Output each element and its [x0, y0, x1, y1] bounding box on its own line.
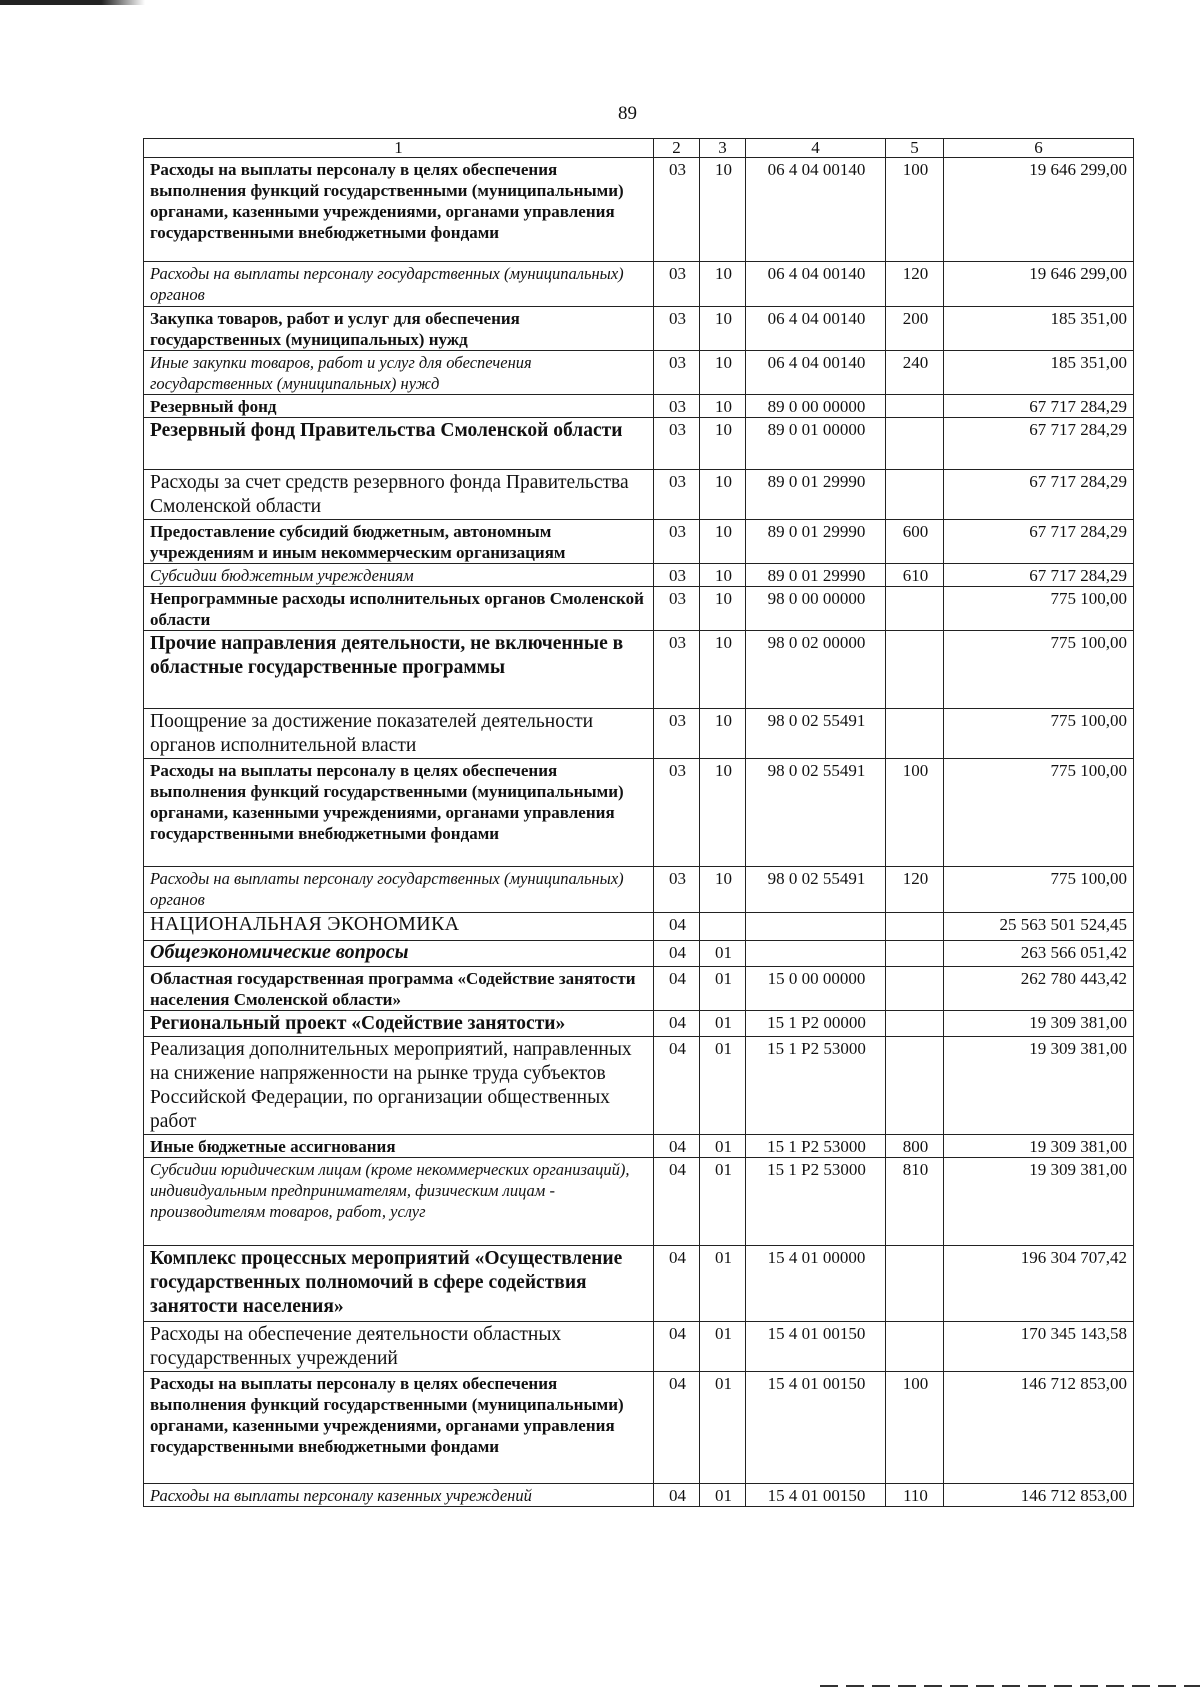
- row-section-cell: 03: [654, 587, 700, 631]
- row-amount-cell: 67 717 284,29: [944, 564, 1134, 587]
- table-row: [144, 867, 1134, 913]
- row-name-cell: Расходы на обеспечение деятельности областных государственных учреждений: [144, 1322, 654, 1372]
- row-subsection-cell: 10: [700, 631, 746, 709]
- row-subsection-cell: 10: [700, 867, 746, 913]
- row-expense-type-cell: 810: [886, 1158, 944, 1246]
- row-expense-type-cell: [886, 418, 944, 470]
- row-section-cell: 04: [654, 1246, 700, 1322]
- row-name-cell: Субсидии юридическим лицам (кроме некоммерческих организаций), индивидуальным предпринимателям, физическим лицам - производителям товаров, работ, услуг: [144, 1158, 654, 1246]
- table-row: [144, 967, 1134, 1011]
- row-subsection-cell: 10: [700, 564, 746, 587]
- row-target-code-cell: 15 1 P2 53000: [746, 1135, 886, 1158]
- table-row: [144, 1246, 1134, 1322]
- row-section-cell: 03: [654, 351, 700, 395]
- row-section-cell: 04: [654, 1011, 700, 1037]
- row-section-cell: 04: [654, 1037, 700, 1135]
- row-target-code-cell: 98 0 02 00000: [746, 631, 886, 709]
- row-section-cell: 04: [654, 1135, 700, 1158]
- row-subsection-cell: 01: [700, 941, 746, 967]
- row-subsection-cell: 10: [700, 520, 746, 564]
- row-expense-type-cell: 600: [886, 520, 944, 564]
- row-amount-cell: 25 563 501 524,45: [944, 913, 1134, 941]
- table-row: [144, 564, 1134, 587]
- row-name-cell: Поощрение за достижение показателей деятельности органов исполнительной власти: [144, 709, 654, 759]
- table-row: [144, 709, 1134, 759]
- row-name-cell: Расходы на выплаты персоналу государственных (муниципальных) органов: [144, 262, 654, 307]
- row-subsection-cell: 10: [700, 158, 746, 262]
- header-row: [144, 139, 1134, 158]
- row-expense-type-cell: [886, 631, 944, 709]
- table-row: [144, 262, 1134, 307]
- row-section-cell: 03: [654, 262, 700, 307]
- row-section-cell: 04: [654, 941, 700, 967]
- row-expense-type-cell: 610: [886, 564, 944, 587]
- row-target-code-cell: 15 4 01 00150: [746, 1484, 886, 1507]
- row-target-code-cell: 06 4 04 00140: [746, 307, 886, 351]
- row-target-code-cell: 98 0 02 55491: [746, 867, 886, 913]
- row-amount-cell: 146 712 853,00: [944, 1484, 1134, 1507]
- header-col-6: 6: [944, 139, 1134, 158]
- row-amount-cell: 775 100,00: [944, 867, 1134, 913]
- row-name-cell: Общеэкономические вопросы: [144, 941, 654, 967]
- table-row: [144, 1322, 1134, 1372]
- row-expense-type-cell: [886, 1322, 944, 1372]
- table-row: [144, 520, 1134, 564]
- row-subsection-cell: 10: [700, 759, 746, 867]
- row-amount-cell: 185 351,00: [944, 351, 1134, 395]
- row-name-cell: Закупка товаров, работ и услуг для обеспечения государственных (муниципальных) нужд: [144, 307, 654, 351]
- row-expense-type-cell: 200: [886, 307, 944, 351]
- row-expense-type-cell: [886, 913, 944, 941]
- row-name-cell: Региональный проект «Содействие занятости»: [144, 1011, 654, 1037]
- row-amount-cell: 262 780 443,42: [944, 967, 1134, 1011]
- row-expense-type-cell: [886, 395, 944, 418]
- table-row: [144, 470, 1134, 520]
- row-subsection-cell: 10: [700, 395, 746, 418]
- row-section-cell: 03: [654, 520, 700, 564]
- table-row: [144, 1011, 1134, 1037]
- table-row: [144, 759, 1134, 867]
- row-name-cell: Субсидии бюджетным учреждениям: [144, 564, 654, 587]
- header-col-2: 2: [654, 139, 700, 158]
- row-section-cell: 03: [654, 307, 700, 351]
- row-target-code-cell: 15 4 01 00000: [746, 1246, 886, 1322]
- row-amount-cell: 185 351,00: [944, 307, 1134, 351]
- row-section-cell: 03: [654, 867, 700, 913]
- row-amount-cell: 67 717 284,29: [944, 418, 1134, 470]
- row-expense-type-cell: [886, 709, 944, 759]
- row-amount-cell: 67 717 284,29: [944, 470, 1134, 520]
- row-name-cell: Расходы на выплаты персоналу в целях обеспечения выполнения функций государственными (муниципальными) органами, казенными учреждениями, органами управления государственными внебюджетными фондами: [144, 158, 654, 262]
- row-section-cell: 04: [654, 1372, 700, 1484]
- row-expense-type-cell: [886, 587, 944, 631]
- row-expense-type-cell: [886, 941, 944, 967]
- row-expense-type-cell: [886, 1011, 944, 1037]
- row-name-cell: Расходы на выплаты персоналу государственных (муниципальных) органов: [144, 867, 654, 913]
- table-row: [144, 587, 1134, 631]
- table-row: [144, 1135, 1134, 1158]
- table-body: [144, 158, 1134, 1507]
- header-col-4: 4: [746, 139, 886, 158]
- table-row: [144, 158, 1134, 262]
- row-subsection-cell: 01: [700, 1037, 746, 1135]
- row-target-code-cell: 98 0 00 00000: [746, 587, 886, 631]
- row-expense-type-cell: 100: [886, 158, 944, 262]
- row-section-cell: 03: [654, 631, 700, 709]
- scan-bottom-mark: [820, 1685, 1200, 1687]
- row-target-code-cell: 06 4 04 00140: [746, 262, 886, 307]
- row-amount-cell: 146 712 853,00: [944, 1372, 1134, 1484]
- page-number: 89: [618, 103, 637, 124]
- row-amount-cell: 775 100,00: [944, 631, 1134, 709]
- row-amount-cell: 67 717 284,29: [944, 520, 1134, 564]
- row-target-code-cell: 98 0 02 55491: [746, 709, 886, 759]
- row-expense-type-cell: 120: [886, 867, 944, 913]
- row-target-code-cell: 15 1 P2 53000: [746, 1037, 886, 1135]
- row-name-cell: Областная государственная программа «Содействие занятости населения Смоленской области»: [144, 967, 654, 1011]
- row-section-cell: 03: [654, 470, 700, 520]
- row-subsection-cell: 01: [700, 1135, 746, 1158]
- row-name-cell: Расходы на выплаты персоналу в целях обеспечения выполнения функций государственными (муниципальными) органами, казенными учреждениями, органами управления государственными внебюджетными фондами: [144, 759, 654, 867]
- row-amount-cell: 19 646 299,00: [944, 262, 1134, 307]
- row-subsection-cell: 01: [700, 1158, 746, 1246]
- row-section-cell: 03: [654, 759, 700, 867]
- row-target-code-cell: 06 4 04 00140: [746, 351, 886, 395]
- row-expense-type-cell: 120: [886, 262, 944, 307]
- header-col-1: 1: [144, 139, 654, 158]
- row-amount-cell: 775 100,00: [944, 759, 1134, 867]
- row-section-cell: 04: [654, 967, 700, 1011]
- row-target-code-cell: 15 1 P2 00000: [746, 1011, 886, 1037]
- table-row: [144, 941, 1134, 967]
- row-expense-type-cell: 110: [886, 1484, 944, 1507]
- row-subsection-cell: 10: [700, 709, 746, 759]
- table-row: [144, 1158, 1134, 1246]
- row-subsection-cell: 01: [700, 1372, 746, 1484]
- row-expense-type-cell: 800: [886, 1135, 944, 1158]
- row-expense-type-cell: [886, 470, 944, 520]
- row-name-cell: Иные бюджетные ассигнования: [144, 1135, 654, 1158]
- row-target-code-cell: 15 4 01 00150: [746, 1322, 886, 1372]
- table-row: [144, 307, 1134, 351]
- header-col-3: 3: [700, 139, 746, 158]
- row-amount-cell: 170 345 143,58: [944, 1322, 1134, 1372]
- row-target-code-cell: 15 0 00 00000: [746, 967, 886, 1011]
- row-name-cell: Иные закупки товаров, работ и услуг для обеспечения государственных (муниципальных) нужд: [144, 351, 654, 395]
- row-name-cell: Расходы на выплаты персоналу казенных учреждений: [144, 1484, 654, 1507]
- row-amount-cell: 775 100,00: [944, 709, 1134, 759]
- row-name-cell: Непрограммные расходы исполнительных органов Смоленской области: [144, 587, 654, 631]
- table-row: [144, 1037, 1134, 1135]
- row-subsection-cell: 10: [700, 262, 746, 307]
- row-target-code-cell: [746, 913, 886, 941]
- row-section-cell: 04: [654, 1158, 700, 1246]
- row-name-cell: Прочие направления деятельности, не включенные в областные государственные программы: [144, 631, 654, 709]
- row-subsection-cell: 10: [700, 307, 746, 351]
- row-target-code-cell: 98 0 02 55491: [746, 759, 886, 867]
- row-target-code-cell: 89 0 01 29990: [746, 520, 886, 564]
- table-row: [144, 351, 1134, 395]
- row-section-cell: 03: [654, 564, 700, 587]
- row-target-code-cell: 15 4 01 00150: [746, 1372, 886, 1484]
- row-amount-cell: 19 309 381,00: [944, 1011, 1134, 1037]
- row-name-cell: Резервный фонд Правительства Смоленской области: [144, 418, 654, 470]
- scan-edge-mark: [0, 0, 145, 5]
- row-target-code-cell: 89 0 01 00000: [746, 418, 886, 470]
- row-target-code-cell: 89 0 00 00000: [746, 395, 886, 418]
- row-subsection-cell: 10: [700, 351, 746, 395]
- row-expense-type-cell: [886, 1246, 944, 1322]
- row-target-code-cell: 06 4 04 00140: [746, 158, 886, 262]
- row-amount-cell: 19 309 381,00: [944, 1158, 1134, 1246]
- row-subsection-cell: 01: [700, 1011, 746, 1037]
- row-expense-type-cell: [886, 967, 944, 1011]
- row-target-code-cell: 15 1 P2 53000: [746, 1158, 886, 1246]
- row-subsection-cell: 10: [700, 418, 746, 470]
- row-section-cell: 04: [654, 1484, 700, 1507]
- row-amount-cell: 19 646 299,00: [944, 158, 1134, 262]
- row-section-cell: 03: [654, 709, 700, 759]
- table-row: [144, 913, 1134, 941]
- row-name-cell: НАЦИОНАЛЬНАЯ ЭКОНОМИКА: [144, 913, 654, 941]
- row-amount-cell: 196 304 707,42: [944, 1246, 1134, 1322]
- row-section-cell: 04: [654, 1322, 700, 1372]
- row-expense-type-cell: [886, 1037, 944, 1135]
- row-subsection-cell: [700, 913, 746, 941]
- budget-table: [143, 138, 1134, 1507]
- header-col-5: 5: [886, 139, 944, 158]
- row-subsection-cell: 01: [700, 1246, 746, 1322]
- row-name-cell: Расходы на выплаты персоналу в целях обеспечения выполнения функций государственными (муниципальными) органами, казенными учреждениями, органами управления государственными внебюджетными фондами: [144, 1372, 654, 1484]
- row-name-cell: Резервный фонд: [144, 395, 654, 418]
- table-row: [144, 1484, 1134, 1507]
- row-target-code-cell: 89 0 01 29990: [746, 564, 886, 587]
- row-subsection-cell: 10: [700, 470, 746, 520]
- row-name-cell: Комплекс процессных мероприятий «Осуществление государственных полномочий в сфере содействия занятости населения»: [144, 1246, 654, 1322]
- row-amount-cell: 775 100,00: [944, 587, 1134, 631]
- row-section-cell: 03: [654, 158, 700, 262]
- row-name-cell: Расходы за счет средств резервного фонда Правительства Смоленской области: [144, 470, 654, 520]
- table-row: [144, 395, 1134, 418]
- row-amount-cell: 19 309 381,00: [944, 1037, 1134, 1135]
- row-subsection-cell: 01: [700, 1484, 746, 1507]
- row-expense-type-cell: 100: [886, 759, 944, 867]
- row-subsection-cell: 10: [700, 587, 746, 631]
- row-name-cell: Предоставление субсидий бюджетным, автономным учреждениям и иным некоммерческим организациям: [144, 520, 654, 564]
- row-section-cell: 04: [654, 913, 700, 941]
- table-row: [144, 418, 1134, 470]
- row-amount-cell: 67 717 284,29: [944, 395, 1134, 418]
- table-row: [144, 631, 1134, 709]
- row-target-code-cell: 89 0 01 29990: [746, 470, 886, 520]
- row-expense-type-cell: 100: [886, 1372, 944, 1484]
- row-section-cell: 03: [654, 395, 700, 418]
- row-expense-type-cell: 240: [886, 351, 944, 395]
- row-subsection-cell: 01: [700, 967, 746, 1011]
- row-amount-cell: 19 309 381,00: [944, 1135, 1134, 1158]
- row-target-code-cell: [746, 941, 886, 967]
- row-amount-cell: 263 566 051,42: [944, 941, 1134, 967]
- table-row: [144, 1372, 1134, 1484]
- row-section-cell: 03: [654, 418, 700, 470]
- row-name-cell: Реализация дополнительных мероприятий, направленных на снижение напряженности на рынке труда субъектов Российской Федерации, по организации общественных работ: [144, 1037, 654, 1135]
- row-subsection-cell: 01: [700, 1322, 746, 1372]
